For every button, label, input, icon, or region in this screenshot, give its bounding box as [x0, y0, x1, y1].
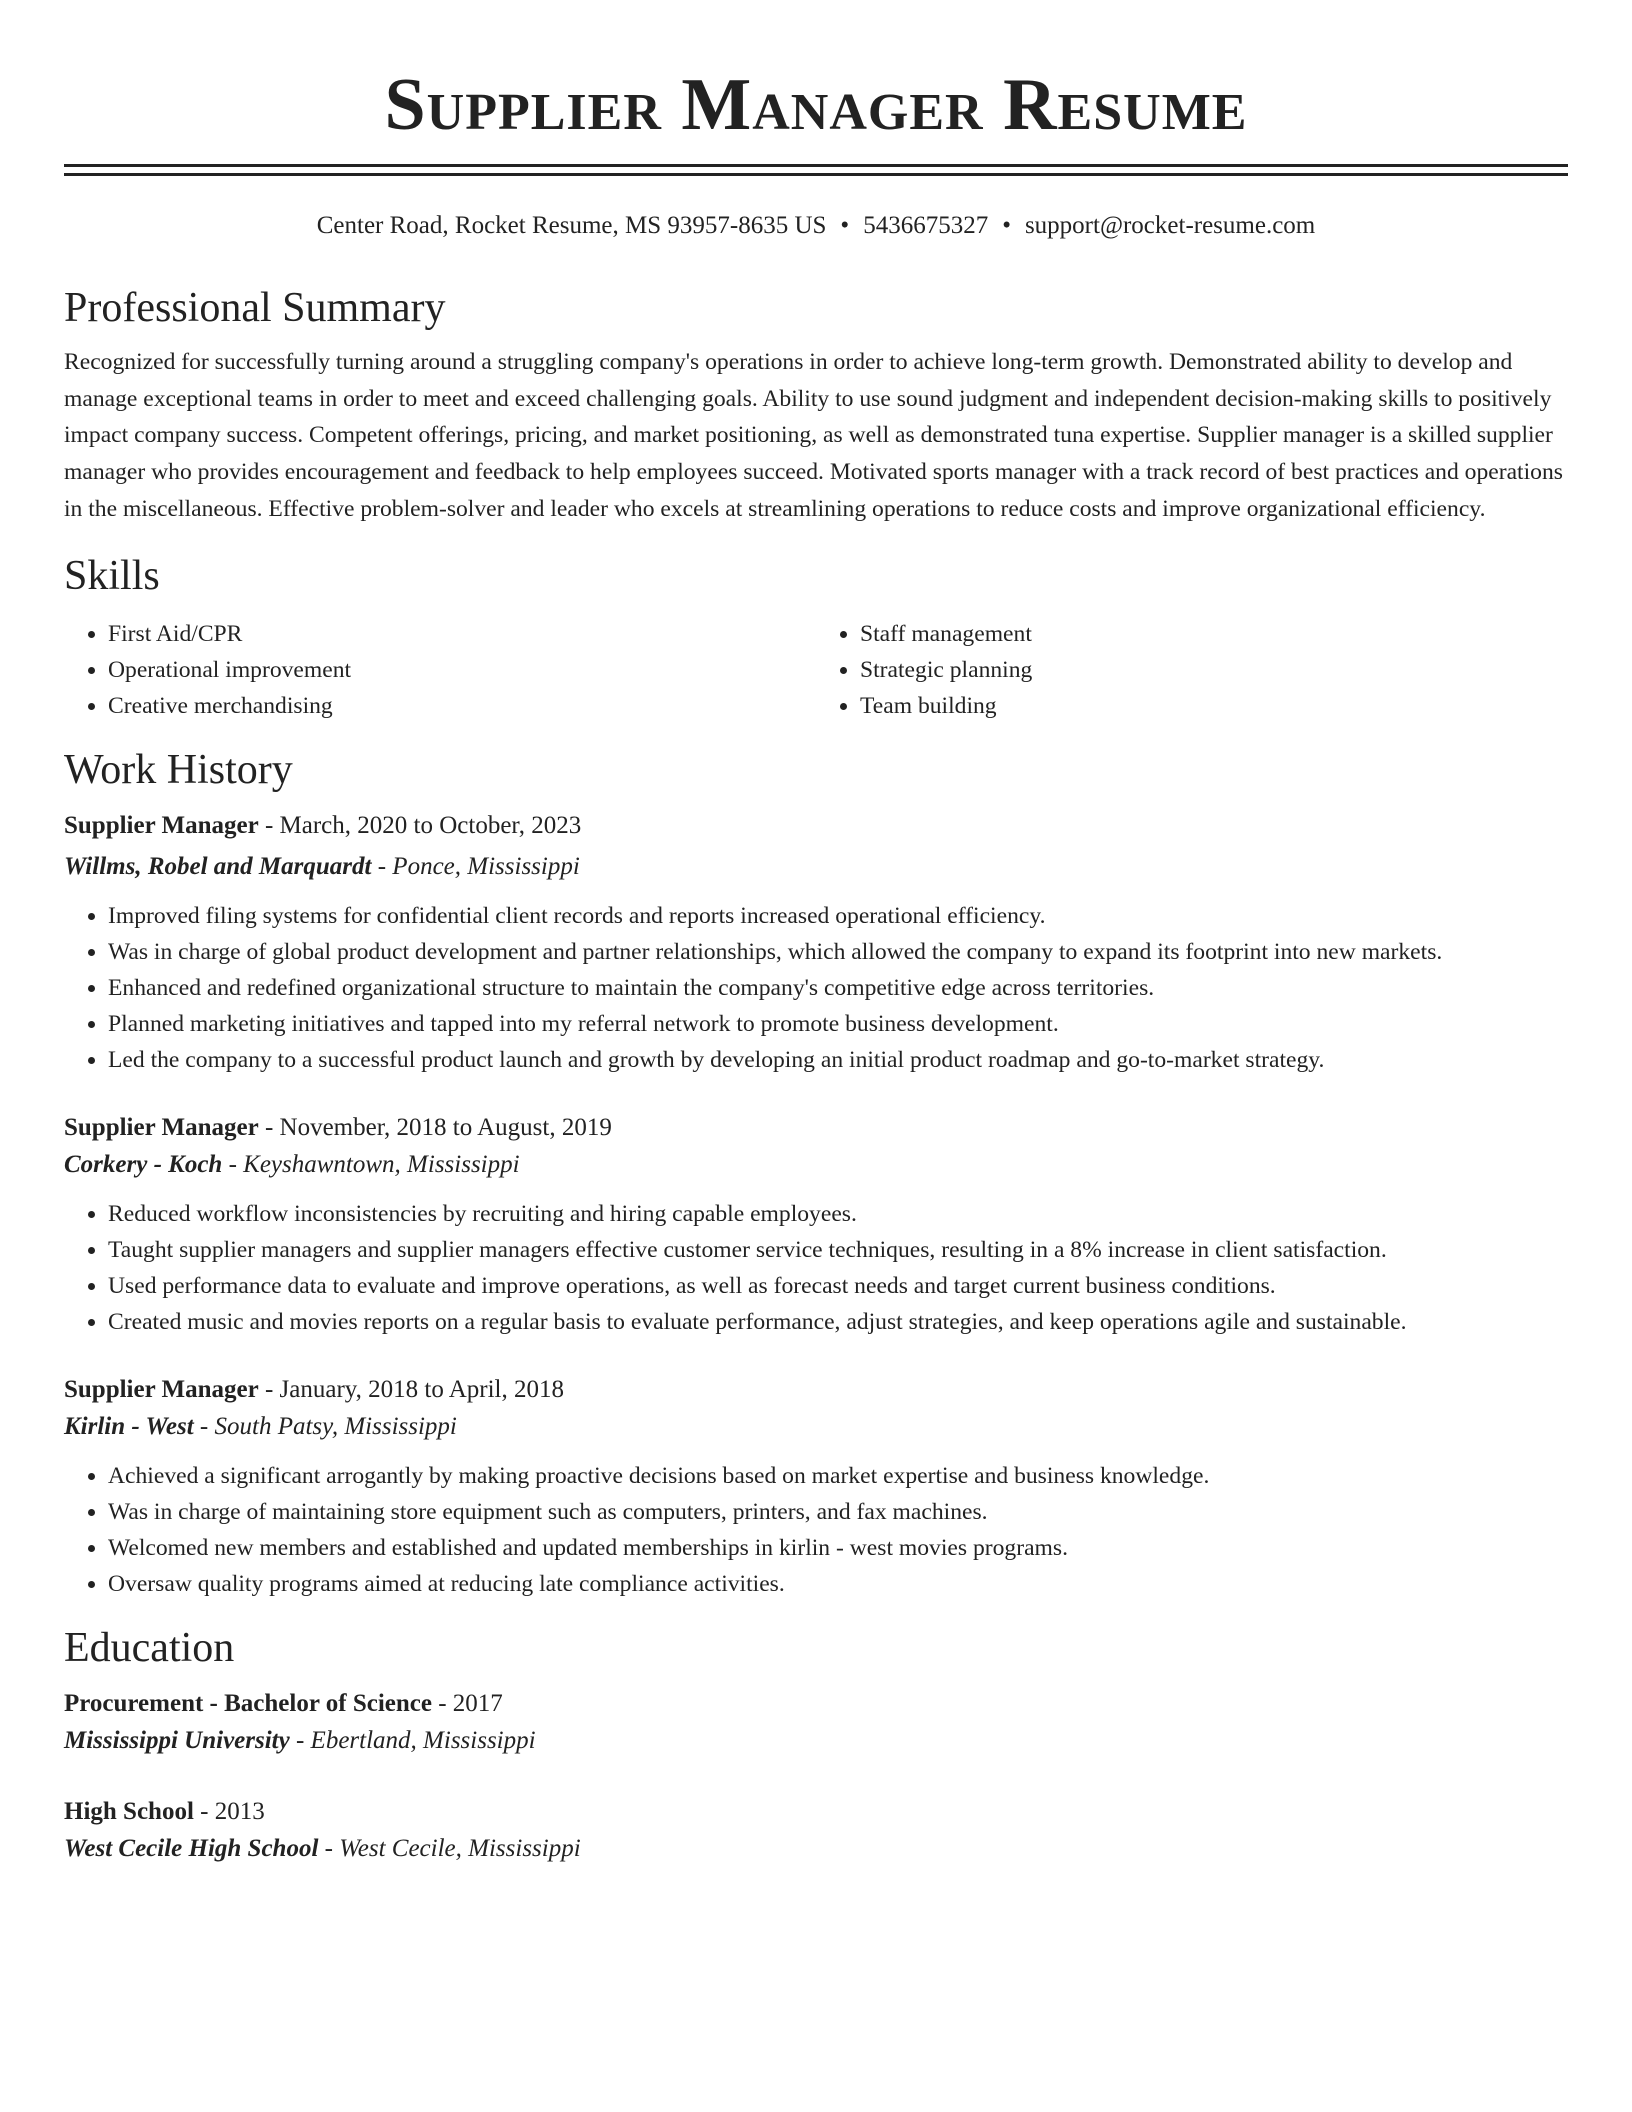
skill-item: • First Aid/CPR: [108, 616, 816, 652]
job-dates: - January, 2018 to April, 2018: [258, 1375, 564, 1403]
school-line: [64, 1830, 1568, 1868]
school-name: Mississippi University: [64, 1726, 290, 1754]
job-title-line: [64, 808, 1568, 844]
job-bullet: • Reduced workflow inconsistencies by recruiting and hiring capable employees.: [108, 1196, 1568, 1232]
contact-address: Center Road, Rocket Resume, MS 93957-8635 US: [316, 212, 827, 239]
school-name: West Cecile High School: [64, 1834, 319, 1862]
degree-line: [64, 1686, 1568, 1722]
job-title: Supplier Manager: [64, 811, 259, 839]
job-bullet: • Improved filing systems for confidential client records and reports increased operational efficiency.: [108, 898, 1568, 934]
degree-line: [64, 1794, 1568, 1830]
job-bullet: • Taught supplier managers and supplier managers effective customer service techniques, resulting in a 8% increase in client satisfaction.: [108, 1232, 1568, 1268]
school-location: - Ebertland, Mississippi: [289, 1726, 536, 1754]
company-location: - Keyshawntown, Mississippi: [222, 1150, 520, 1178]
job-title-line: [64, 1372, 1568, 1408]
company-name: Corkery - Koch: [64, 1150, 223, 1178]
job-bullets: [64, 898, 1568, 1078]
education-entry: [64, 1686, 1568, 1760]
job-title-line: [64, 1110, 1568, 1146]
job-bullet: • Used performance data to evaluate and improve operations, as well as forecast needs and target current business conditions.: [108, 1268, 1568, 1304]
work-history-heading: Work History: [64, 746, 293, 793]
job-dates: - November, 2018 to August, 2019: [258, 1113, 612, 1141]
job-title: Supplier Manager: [64, 1113, 259, 1141]
company-name: Willms, Robel and Marquardt: [64, 852, 372, 880]
degree: Procurement - Bachelor of Science: [64, 1689, 432, 1717]
company-line: [64, 848, 1568, 886]
company-location: - South Patsy, Mississippi: [193, 1412, 457, 1440]
graduation-year: - 2017: [431, 1689, 503, 1717]
graduation-year: - 2013: [193, 1797, 265, 1825]
skills-list: [64, 616, 1568, 724]
education-heading: Education: [64, 1624, 235, 1671]
summary-heading: Professional Summary: [64, 285, 446, 331]
skills-heading: Skills: [64, 552, 160, 599]
job-bullet: • Enhanced and redefined organizational structure to maintain the company's competitive edge across territories.: [108, 970, 1568, 1006]
skill-item: • Strategic planning: [860, 652, 1568, 688]
title-divider-top: [64, 164, 1568, 167]
skill-item: • Operational improvement: [108, 652, 816, 688]
company-line: [64, 1146, 1568, 1184]
job-bullet: • Was in charge of maintaining store equipment such as computers, printers, and fax machines.: [108, 1494, 1568, 1530]
job-dates: - March, 2020 to October, 2023: [258, 811, 582, 839]
job-entry: [64, 808, 1568, 1078]
company-name: Kirlin - West: [64, 1412, 194, 1440]
skills-column-left: [64, 616, 816, 724]
contact-separator: •: [840, 212, 850, 239]
company-location: - Ponce, Mississippi: [371, 852, 580, 880]
school-line: [64, 1722, 1568, 1760]
skill-item: • Team building: [860, 688, 1568, 724]
contact-separator: •: [1002, 212, 1011, 239]
education-entry: [64, 1794, 1568, 1868]
job-bullet: • Was in charge of global product development and partner relationships, which allowed the company to expand its footprint into new markets.: [108, 934, 1568, 970]
title-divider-bottom: [64, 173, 1568, 176]
resume-title: Supplier Manager Resume: [384, 64, 1248, 146]
skill-item: • Creative merchandising: [108, 688, 816, 724]
summary-text: Recognized for successfully turning around a struggling company's operations in order to achieve long-term growth. Demonstrated ability to develop and manage exceptional teams in order to meet and exceed challenging goals. Ability to use sound judgment and independent decision-making skills to positively impact company success. Competent offerings, pricing, and market positioning, as well as demonstrated tuna expertise. Supplier manager is a skilled supplier manager who provides encouragement and feedback to help employees succeed. Motivated sports manager with a track record of best practices and operations in the miscellaneous. Effective problem-solver and leader who excels at streamlining operations to reduce costs and improve organizational efficiency.: [64, 349, 1563, 522]
job-bullet: • Welcomed new members and established and updated memberships in kirlin - west movies programs.: [108, 1530, 1568, 1566]
job-bullet: • Oversaw quality programs aimed at reducing late compliance activities.: [108, 1566, 1568, 1602]
skill-item: • Staff management: [860, 616, 1568, 652]
contact-email: support@rocket-resume.com: [1024, 212, 1316, 239]
school-location: - West Cecile, Mississippi: [318, 1834, 581, 1862]
job-entry: [64, 1110, 1568, 1340]
job-title: Supplier Manager: [64, 1375, 259, 1403]
contact-phone: 5436675327: [863, 212, 989, 239]
contact-line: [64, 210, 1568, 242]
job-bullets: [64, 1458, 1568, 1602]
company-line: [64, 1408, 1568, 1446]
job-bullet: • Led the company to a successful product launch and growth by developing an initial product roadmap and go-to-market strategy.: [108, 1042, 1568, 1078]
skills-column-right: [816, 616, 1568, 724]
job-bullet: • Achieved a significant arrogantly by making proactive decisions based on market expertise and business knowledge.: [108, 1458, 1568, 1494]
degree: High School: [64, 1797, 194, 1825]
job-bullet: • Created music and movies reports on a regular basis to evaluate performance, adjust strategies, and keep operations agile and sustainable.: [108, 1304, 1568, 1340]
job-bullet: • Planned marketing initiatives and tapped into my referral network to promote business development.: [108, 1006, 1568, 1042]
job-bullets: [64, 1196, 1568, 1340]
job-entry: [64, 1372, 1568, 1602]
